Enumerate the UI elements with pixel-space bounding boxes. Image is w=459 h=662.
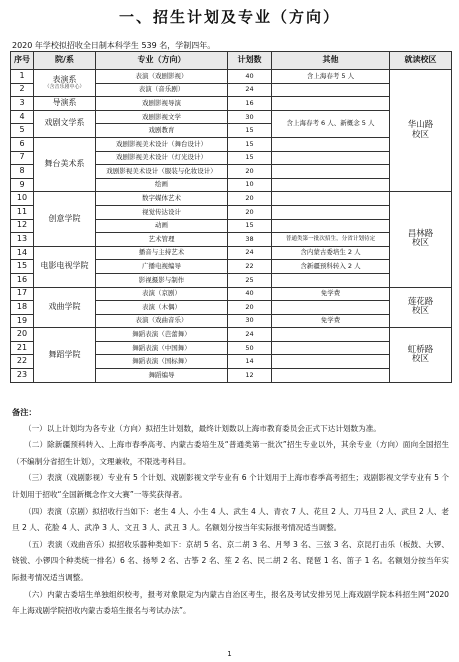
major-cell: 表演（木偶） xyxy=(96,301,228,315)
table-row xyxy=(11,328,452,342)
other-cell xyxy=(272,165,390,179)
page-title: 一、招生计划及专业（方向） xyxy=(118,8,340,26)
major-cell: 舞蹈表演（国标舞） xyxy=(96,355,228,369)
header-other: 其他 xyxy=(272,52,390,70)
header-major: 专业（方向） xyxy=(96,52,228,70)
table-row xyxy=(11,246,452,260)
note-item: （五）表演（戏曲音乐）拟招收乐器种类如下：京胡 5 名、京二胡 3 名、月琴 3 名、三弦 3 名、京昆打击乐（板鼓、大锣、铙钹、小锣四个种类统一排名）6 名、扬琴 2 名、古筝 2 名、笙 2 名、民二胡 2 名、琵琶 1 名、笛子 1 名。名额划分按当年实际报考情况适当调整。 xyxy=(12,539,449,582)
major-cell: 影视摄影与制作 xyxy=(96,273,228,287)
campus-name: 莲花路 校区 xyxy=(407,297,434,317)
major-cell: 戏剧影视美术设计（灯光设计） xyxy=(96,151,228,165)
department-note: （含音乐剧中心） xyxy=(44,83,85,90)
department-cell xyxy=(34,70,96,97)
department-cell: 电影电视学院 xyxy=(34,246,96,287)
row-no: 19 xyxy=(11,314,34,328)
count-cell: 15 xyxy=(228,124,272,138)
row-no: 14 xyxy=(11,246,34,260)
table-row xyxy=(11,70,452,84)
table-row xyxy=(11,110,452,124)
other-cell xyxy=(272,369,390,383)
department-cell: 戏剧文学系 xyxy=(34,110,96,137)
row-no: 11 xyxy=(11,205,34,219)
other-cell xyxy=(272,341,390,355)
count-cell: 38 xyxy=(228,233,272,247)
other-cell xyxy=(272,301,390,315)
count-cell: 40 xyxy=(228,287,272,301)
count-cell: 20 xyxy=(228,192,272,206)
count-cell: 15 xyxy=(228,137,272,151)
note-item: （六）内蒙古委培生单独组织校考，报考对象限定为内蒙古自治区考生，报名及考试安排另见上海戏剧学院本科招生网“2020 年上海戏剧学院招收内蒙古委培生报名与考试办法”。 xyxy=(12,589,449,616)
row-no: 15 xyxy=(11,260,34,274)
major-cell: 视觉传达设计 xyxy=(96,205,228,219)
header-campus: 就读校区 xyxy=(390,52,452,70)
table-row xyxy=(11,97,452,111)
header-plan-count: 计划数 xyxy=(228,52,272,70)
campus-name: 华山路 校区 xyxy=(407,120,434,140)
count-cell: 14 xyxy=(228,355,272,369)
row-no: 1 xyxy=(11,70,34,84)
notes-section xyxy=(12,404,449,620)
other-cell xyxy=(272,219,390,233)
page-number: 1 xyxy=(227,650,232,658)
other-cell xyxy=(272,137,390,151)
major-cell: 绘画 xyxy=(96,178,228,192)
row-no: 7 xyxy=(11,151,34,165)
row-no: 4 xyxy=(11,110,34,124)
other-cell xyxy=(272,178,390,192)
department-cell: 导演系 xyxy=(34,97,96,111)
table-row xyxy=(11,287,452,301)
major-cell: 艺术管理 xyxy=(96,233,228,247)
major-cell: 戏剧影视导演 xyxy=(96,97,228,111)
major-cell: 表演（戏剧影视） xyxy=(96,70,228,84)
other-cell xyxy=(272,273,390,287)
campus-cell xyxy=(390,192,452,287)
department-cell: 创意学院 xyxy=(34,192,96,246)
other-cell xyxy=(272,97,390,111)
other-cell: 含上海春考 5 人 xyxy=(272,70,390,84)
campus-cell xyxy=(390,70,452,192)
count-cell: 24 xyxy=(228,83,272,97)
row-no: 5 xyxy=(11,124,34,138)
row-no: 13 xyxy=(11,233,34,247)
row-no: 16 xyxy=(11,273,34,287)
notes-heading: 备注： xyxy=(12,407,37,417)
note-item: （三）表演（戏剧影视）专业有 5 个计划、戏剧影视文学专业有 6 个计划用于上海市春季高考招生；戏剧影视文学专业有 5 个计划用于招收“全国新概念作文大赛”一等奖获得者。 xyxy=(12,473,449,499)
major-cell: 舞蹈表演（中国舞） xyxy=(96,341,228,355)
row-no: 8 xyxy=(11,165,34,179)
major-cell: 表演（音乐剧） xyxy=(96,83,228,97)
note-item: （四）表演（京剧）拟招收行当如下：老生 4 人、小生 4 人、武生 4 人、青衣 7 人、花旦 2 人、刀马旦 2 人、武旦 2 人、老旦 2 人、花脸 4 人、武净 3 人、文丑 3 人、武丑 3 人。名额划分按当年实际报考情况适当调整。 xyxy=(12,506,449,533)
other-cell: 免学费 xyxy=(272,314,390,328)
count-cell: 24 xyxy=(228,246,272,260)
count-cell: 16 xyxy=(228,97,272,111)
count-cell: 24 xyxy=(228,328,272,342)
header-department: 院/系 xyxy=(34,52,96,70)
row-no: 23 xyxy=(11,369,34,383)
other-cell: 普通类第一批次招生，分省计划待定 xyxy=(272,233,390,247)
count-cell: 15 xyxy=(228,151,272,165)
table-row xyxy=(11,192,452,206)
major-cell: 舞蹈表演（芭蕾舞） xyxy=(96,328,228,342)
major-cell: 戏剧影视美术设计（舞台设计） xyxy=(96,137,228,151)
major-cell: 舞蹈编导 xyxy=(96,369,228,383)
table-header-row xyxy=(11,52,452,70)
major-cell: 表演（京剧） xyxy=(96,287,228,301)
count-cell: 25 xyxy=(228,273,272,287)
row-no: 2 xyxy=(11,83,34,97)
major-cell: 戏剧教育 xyxy=(96,124,228,138)
other-cell: 免学费 xyxy=(272,287,390,301)
count-cell: 20 xyxy=(228,165,272,179)
header-no: 序号 xyxy=(11,52,34,70)
other-cell xyxy=(272,355,390,369)
other-cell: 含内蒙古委培生 2 人 xyxy=(272,246,390,260)
major-cell: 戏剧影视美术设计（服装与化妆设计） xyxy=(96,165,228,179)
department-cell: 舞蹈学院 xyxy=(34,328,96,382)
count-cell: 22 xyxy=(228,260,272,274)
other-cell xyxy=(272,151,390,165)
major-cell: 动画 xyxy=(96,219,228,233)
row-no: 6 xyxy=(11,137,34,151)
other-cell xyxy=(272,83,390,97)
major-cell: 播音与主持艺术 xyxy=(96,246,228,260)
major-cell: 表演（戏曲音乐） xyxy=(96,314,228,328)
count-cell: 50 xyxy=(228,341,272,355)
count-cell: 30 xyxy=(228,110,272,124)
campus-name: 昌林路 校区 xyxy=(407,229,434,249)
major-cell: 戏剧影视文学 xyxy=(96,110,228,124)
note-item: （一）以上计划均为各专业（方向）拟招生计划数，最终计划数以上海市教育委员会正式下达计划数为准。 xyxy=(24,423,381,433)
other-cell xyxy=(272,328,390,342)
department-name: 表演系 xyxy=(52,74,77,84)
enrollment-summary: 2020 年学校拟招收全日制本科学生 539 名，学制四年。 xyxy=(12,41,216,50)
campus-cell xyxy=(390,328,452,382)
count-cell: 15 xyxy=(228,219,272,233)
count-cell: 10 xyxy=(228,178,272,192)
other-cell: 含新疆预科转入 2 人 xyxy=(272,260,390,274)
row-no: 3 xyxy=(11,97,34,111)
major-cell: 广播电视编导 xyxy=(96,260,228,274)
row-no: 18 xyxy=(11,301,34,315)
major-cell: 数字媒体艺术 xyxy=(96,192,228,206)
count-cell: 12 xyxy=(228,369,272,383)
row-no: 22 xyxy=(11,355,34,369)
count-cell: 40 xyxy=(228,70,272,84)
other-cell: 含上海春考 6 人、新概念 5 人 xyxy=(272,110,390,137)
row-no: 10 xyxy=(11,192,34,206)
other-cell xyxy=(272,205,390,219)
row-no: 21 xyxy=(11,341,34,355)
campus-cell xyxy=(390,287,452,328)
table-row xyxy=(11,137,452,151)
enrollment-plan-table xyxy=(10,51,452,383)
row-no: 17 xyxy=(11,287,34,301)
row-no: 20 xyxy=(11,328,34,342)
other-cell xyxy=(272,192,390,206)
count-cell: 20 xyxy=(228,205,272,219)
count-cell: 20 xyxy=(228,301,272,315)
row-no: 12 xyxy=(11,219,34,233)
count-cell: 30 xyxy=(228,314,272,328)
note-item: （二）除新疆预科转入、上海市春季高考、内蒙古委培生及“普通类第一批次”招生专业以外，其余专业（方向）面向全国招生（不编制分省招生计划），文理兼收，不限选考科目。 xyxy=(12,440,449,466)
department-cell: 舞台美术系 xyxy=(34,137,96,191)
row-no: 9 xyxy=(11,178,34,192)
department-cell: 戏曲学院 xyxy=(34,287,96,328)
campus-name: 虹桥路 校区 xyxy=(407,344,434,364)
